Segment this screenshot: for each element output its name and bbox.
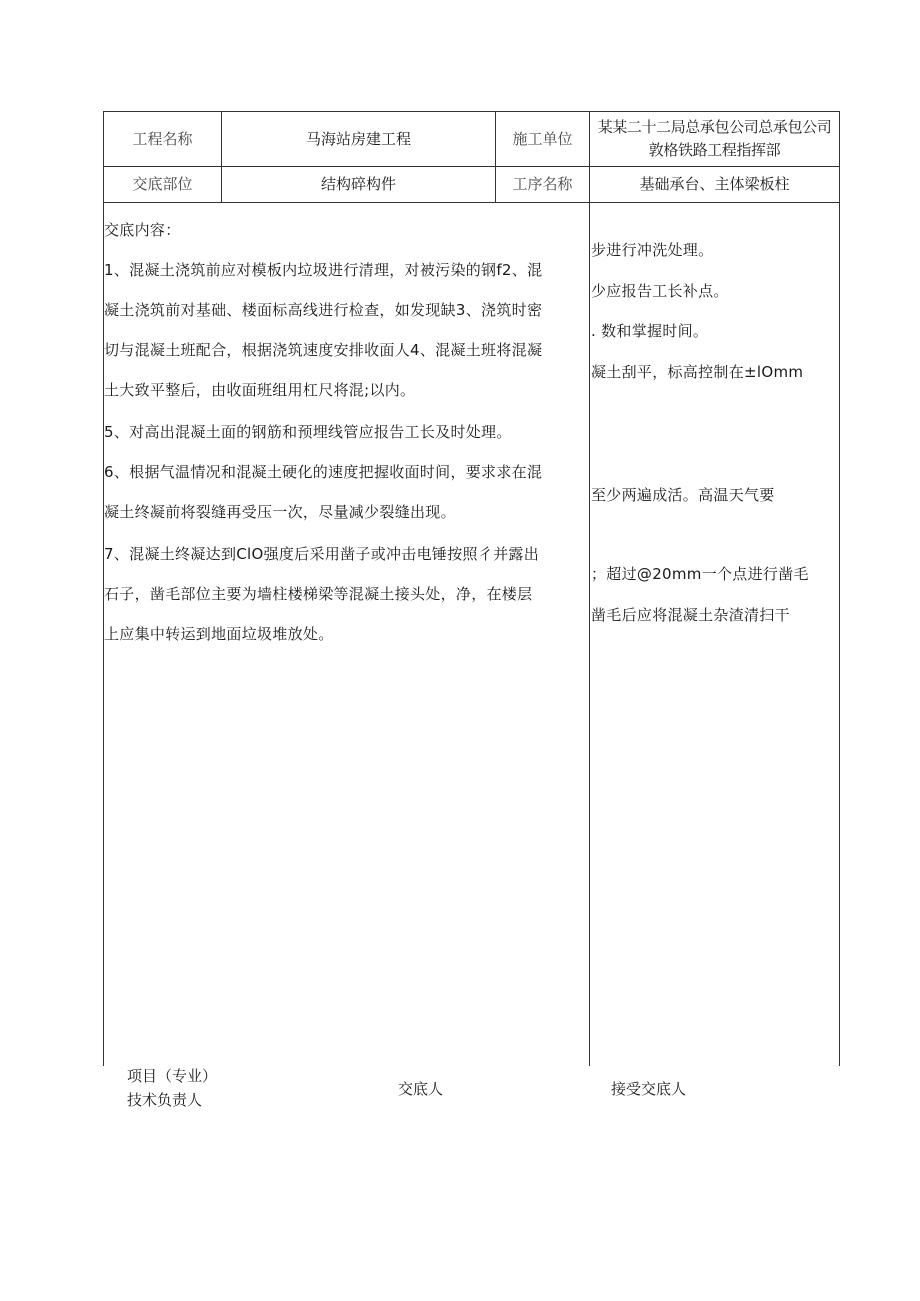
- project-name-value: 马海站房建工程: [305, 129, 411, 148]
- label-project-name: 工程名称: [132, 129, 193, 148]
- content-line: 1、混凝土浇筑前应对模板内垃圾进行清理，对被污染的钢f2、混: [104, 261, 543, 279]
- footer-manager-line-2: 技术负责人: [127, 1091, 203, 1109]
- footer-manager-line-1: 项目（专业）: [127, 1067, 218, 1085]
- content-line: 6、根据气温情况和混凝土硬化的速度把握收面时间，要求求在混: [104, 463, 543, 481]
- contractor-line-2: 敦格铁路工程指挥部: [648, 141, 781, 159]
- label-process-name: 工序名称: [512, 175, 573, 193]
- row2-bottom-border: [103, 202, 840, 203]
- content-line: 石子，凿毛部位主要为墙柱楼梯梁等混凝土接头处，净，在楼层: [104, 585, 533, 603]
- label-contractor: 施工单位: [512, 129, 573, 148]
- right-content-line: ；超过@20mm一个点进行凿毛: [591, 565, 809, 583]
- content-line: 7、混凝土终凝达到ClO强度后采用凿子或冲击电锤按照彳并露出: [104, 545, 539, 563]
- right-content-line: 少应报告工长补点。: [591, 282, 729, 300]
- content-line: 切与混凝土班配合，根据浇筑速度安排收面人4、混凝土班将混凝: [104, 341, 543, 359]
- footer-discloser: 交底人: [398, 1080, 444, 1098]
- content-line: 凝土浇筑前对基础、楼面标高线进行检查，如发现缺3、浇筑时密: [104, 301, 543, 319]
- right-content-line: 至少两遍成活。高温天气要: [591, 486, 775, 504]
- content-col-divider: [589, 111, 590, 1066]
- contractor-line-1: 某某二十二局总承包公司总承包公司: [597, 118, 832, 136]
- content-heading: 交底内容：: [104, 221, 181, 239]
- content-line: 凝土终凝前将裂缝再受压一次，尽量减少裂缝出现。: [104, 503, 456, 521]
- disclosure-part-value: 结构碎构件: [320, 175, 396, 193]
- footer-receiver: 接受交底人: [611, 1080, 687, 1098]
- table-right-border: [839, 111, 840, 1066]
- label-disclosure-part: 交底部位: [132, 175, 193, 193]
- right-content-line: 凿毛后应将混凝土杂渣清扫干: [591, 606, 790, 624]
- right-content-line: 凝土刮平，标高控制在±lOmm: [591, 363, 804, 381]
- contractor-value: [590, 116, 839, 166]
- content-line: 土大致平整后，由收面班组用杠尺将混;以内。: [104, 381, 416, 399]
- content-line: 5、对高出混凝土面的钢筋和预埋线管应报告工长及时处理。: [104, 423, 512, 441]
- process-value: 基础承台、主体梁板柱: [639, 175, 790, 193]
- right-content-line: 步进行冲洗处理。: [591, 241, 714, 259]
- content-line: 上应集中转运到地面垃圾堆放处。: [104, 625, 334, 643]
- right-content-line: . 数和掌握时间。: [591, 322, 709, 340]
